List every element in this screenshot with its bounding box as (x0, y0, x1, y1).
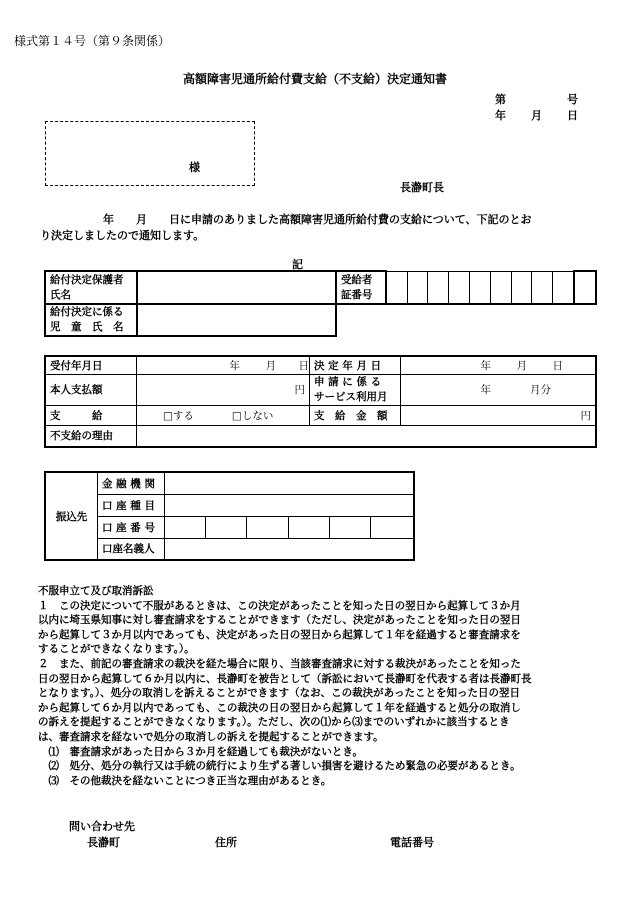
notes-line: となります。）、処分の取消しを訴えることができます（なお、この裁決があったことを知った日の翌日 (38, 687, 521, 700)
cert-digit-cell[interactable] (386, 271, 407, 304)
payment-options-cell (137, 405, 310, 425)
issue-go-label: 号 (567, 93, 578, 106)
contact-org: 長瀞町 (87, 836, 120, 849)
account-holder-label: 口座名義人 (98, 538, 165, 560)
received-date-cell[interactable]: 年 月 日 (137, 356, 310, 374)
received-date-label: 受付年月日 (45, 356, 137, 374)
amount-label: 支 給 金 額 (310, 405, 401, 425)
issue-day-label: 日 (567, 109, 578, 122)
notes-line: から起算して３か月以内であっても、決定があった日の翌日から起算して１年を経過すると審査請求を (38, 628, 521, 641)
option-no[interactable]: □しない (231, 409, 274, 422)
contact-phone-label: 電話番号 (390, 836, 434, 849)
blank-area (336, 304, 596, 336)
account-holder-cell[interactable] (165, 538, 415, 560)
self-pay-label: 本人支払額 (45, 374, 137, 405)
account-digit-cell[interactable] (247, 516, 288, 538)
cert-digit-cell[interactable] (407, 271, 428, 304)
decision-table (44, 355, 597, 448)
guardian-label: 給付決定保護者 氏名 (45, 271, 137, 304)
cert-digit-cell[interactable] (490, 271, 511, 304)
self-pay-cell[interactable]: 円 (137, 374, 310, 405)
notes-line: ⑶ その他裁決を経ないことにつき正当な理由があるとき。 (38, 774, 332, 787)
account-type-cell[interactable] (165, 494, 415, 516)
cert-digit-cell[interactable] (470, 271, 491, 304)
account-number-label: 口 座 番 号 (98, 516, 165, 538)
address-window-box (45, 121, 255, 186)
cert-digit-cell[interactable] (574, 271, 596, 304)
child-name-cell[interactable] (137, 304, 336, 336)
cert-digit-cell[interactable] (511, 271, 532, 304)
form-number: 様式第１４号（第９条関係） (14, 34, 171, 48)
notes-line: １ この決定について不服があるときは、この決定があったことを知った日の翌日から起算して３か月 (38, 599, 521, 612)
child-label: 給付決定に係る 児 童 氏 名 (45, 304, 137, 336)
transfer-table (44, 471, 415, 561)
notes-line: ２ また、前記の審査請求の裁決を経た場合に限り、当該審査請求に対する裁決があったことを知った (38, 657, 521, 670)
cert-label: 受給者 証番号 (336, 271, 386, 304)
notes-line: ⑵ 処分、処分の執行又は手続の続行により生ずる著しい損害を避けるため緊急の必要があるとき。 (38, 760, 521, 773)
decision-date-cell[interactable]: 年 月 日 (401, 356, 597, 374)
page-title: 高額障害児通所給付費支給（不支給）決定通知書 (182, 72, 447, 86)
transfer-group-label: 振込先 (45, 472, 98, 560)
issue-year-label: 年 (495, 109, 506, 122)
issuer-name: 長瀞町長 (400, 181, 444, 194)
notes-line: から起算して６か月以内であっても、この裁決の日の翌日から起算して１年を経過すると処分の取消し (38, 701, 521, 714)
reason-cell[interactable] (137, 425, 597, 447)
decision-date-label: 決 定 年 月 日 (310, 356, 401, 374)
cert-digit-cell[interactable] (449, 271, 470, 304)
reason-label: 不支給の理由 (45, 425, 137, 447)
notes-line: は、審査請求を経ないで処分の取消しの訴えを提起することができます。 (38, 730, 384, 743)
bank-label: 金 融 機 関 (98, 472, 165, 494)
contact-address-label: 住所 (215, 836, 237, 849)
cert-digit-cell[interactable] (553, 271, 574, 304)
applicant-table (44, 270, 597, 337)
account-digit-cell[interactable] (370, 516, 414, 538)
notes-line: 以内に埼玉県知事に対し審査請求をすることができます（ただし、決定があったことを知った日の翌日 (38, 614, 521, 627)
cert-digit-cell[interactable] (428, 271, 449, 304)
payment-label: 支 給 (45, 405, 137, 425)
notes-line: ⑴ 審査請求があった日から３か月を経過しても裁決がないとき。 (38, 745, 363, 758)
account-type-label: 口 座 種 目 (98, 494, 165, 516)
ki-heading: 記 (292, 258, 303, 271)
option-yes[interactable]: □する (163, 409, 194, 422)
appeal-notes (38, 584, 583, 788)
service-month-label: 申 請 に 係 る サービス利用月 (310, 374, 401, 405)
notes-line: 日の翌日から起算して６か月以内に、長瀞町を被告として（訴訟において長瀞町を代表する者は長瀞町長 (38, 672, 532, 685)
account-digit-cell[interactable] (206, 516, 247, 538)
notes-line: の訴えを提起することができなくなります。）。ただし、次の⑴から⑶までのいずれかに該当するとき (38, 716, 510, 729)
account-digit-cell[interactable] (329, 516, 370, 538)
account-digit-cell[interactable] (288, 516, 329, 538)
account-digit-cell[interactable] (165, 516, 206, 538)
recipient-honorific: 様 (189, 161, 200, 174)
issue-no-label: 第 (495, 93, 506, 106)
intro-line-2: り決定しましたので通知します。 (40, 229, 205, 242)
issue-month-label: 月 (531, 109, 542, 122)
notes-heading: 不服申立て及び取消訴訟 (38, 585, 154, 597)
service-month-cell[interactable]: 年 月分 (401, 374, 597, 405)
intro-line-1: 年 月 日に申請のありました高額障害児通所給付費の支給について、下記のとお (103, 213, 532, 226)
cert-digit-cell[interactable] (532, 271, 553, 304)
notes-line: することができなくなります。）。 (38, 643, 195, 656)
guardian-name-cell[interactable] (137, 271, 336, 304)
bank-cell[interactable] (165, 472, 415, 494)
contact-heading: 問い合わせ先 (69, 820, 135, 833)
amount-cell[interactable]: 円 (401, 405, 597, 425)
